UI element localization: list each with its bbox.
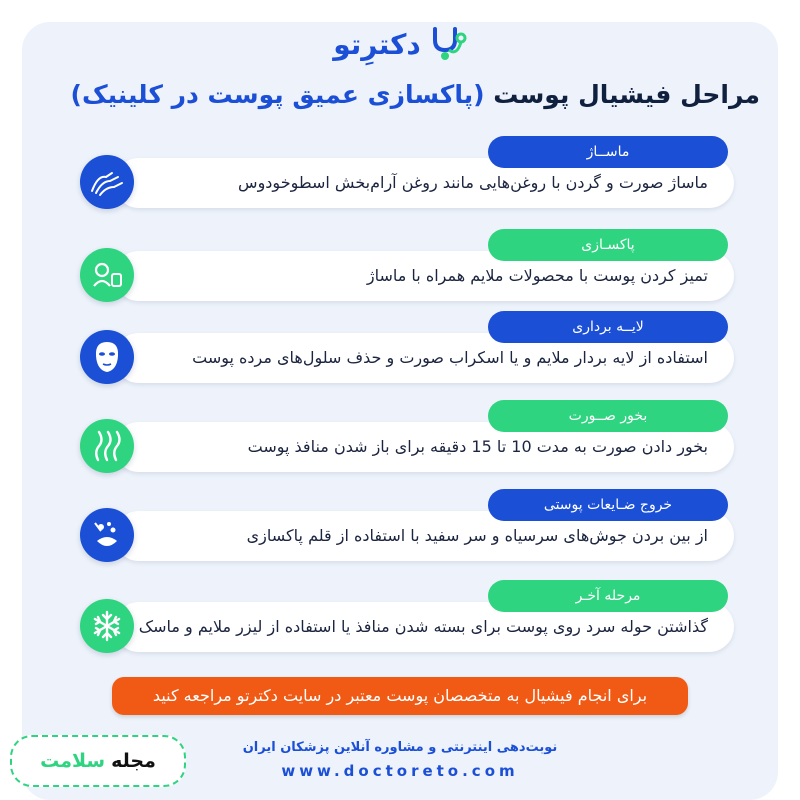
massage-hands-icon [80, 155, 134, 209]
page-title [40, 80, 760, 109]
stethoscope-logo-icon [427, 26, 467, 62]
footer-tagline: نوبت‌دهی اینترنتی و مشاوره آنلاین پزشکان ایران [242, 740, 558, 755]
extraction-icon [80, 508, 134, 562]
step-label: ماســاژ [488, 136, 728, 168]
step-steaming [80, 400, 736, 480]
logo-text: دکترِتو [333, 27, 421, 61]
step-description: استفاده از لایه بردار ملایم و یا اسکراب صورت و حذف سلول‌های مرده پوست [192, 348, 708, 367]
step-label: مرحله آخـر [488, 580, 728, 612]
title-main: مراحل فیشیال پوست [493, 80, 760, 109]
face-cleansing-icon [80, 248, 134, 302]
face-mask-icon [80, 330, 134, 384]
step-description: گذاشتن حوله سرد روی پوست برای بسته شدن منافذ یا استفاده از لیزر ملایم و ماسک [138, 617, 708, 636]
step-description: بخور دادن صورت به مدت 10 تا 15 دقیقه برای باز شدن منافذ پوست [247, 437, 708, 456]
magazine-word-2: سلامت [40, 750, 106, 772]
cta-banner: برای انجام فیشیال به متخصصان پوست معتبر در سایت دکترتو مراجعه کنید [112, 677, 688, 715]
step-description: تمیز کردن پوست با محصولات ملایم همراه با ماساژ [366, 266, 708, 285]
footer-url[interactable]: www.doctoreto.com [281, 762, 519, 780]
steam-icon [80, 419, 134, 473]
step-cleansing [80, 229, 736, 309]
step-label: بخور صــورت [488, 400, 728, 432]
title-highlight: (پاکسازی عمیق پوست در کلینیک) [70, 80, 485, 109]
step-label: لایــه برداری [488, 311, 728, 343]
logo [0, 26, 800, 62]
step-description: از بین بردن جوش‌های سرسیاه و سر سفید با استفاده از قلم پاکسازی [246, 526, 708, 545]
magazine-word-1: مجله [111, 750, 156, 772]
magazine-badge [10, 735, 186, 787]
step-exfoliation [80, 311, 736, 391]
step-final [80, 580, 736, 660]
step-extraction [80, 489, 736, 569]
step-label: پاکسـازی [488, 229, 728, 261]
snowflake-icon [80, 599, 134, 653]
step-massage [80, 136, 736, 216]
step-label: خروج ضـایعات پوستی [488, 489, 728, 521]
step-description: ماساژ صورت و گردن با روغن‌هایی مانند روغن آرام‌بخش اسطوخودوس [238, 173, 708, 192]
